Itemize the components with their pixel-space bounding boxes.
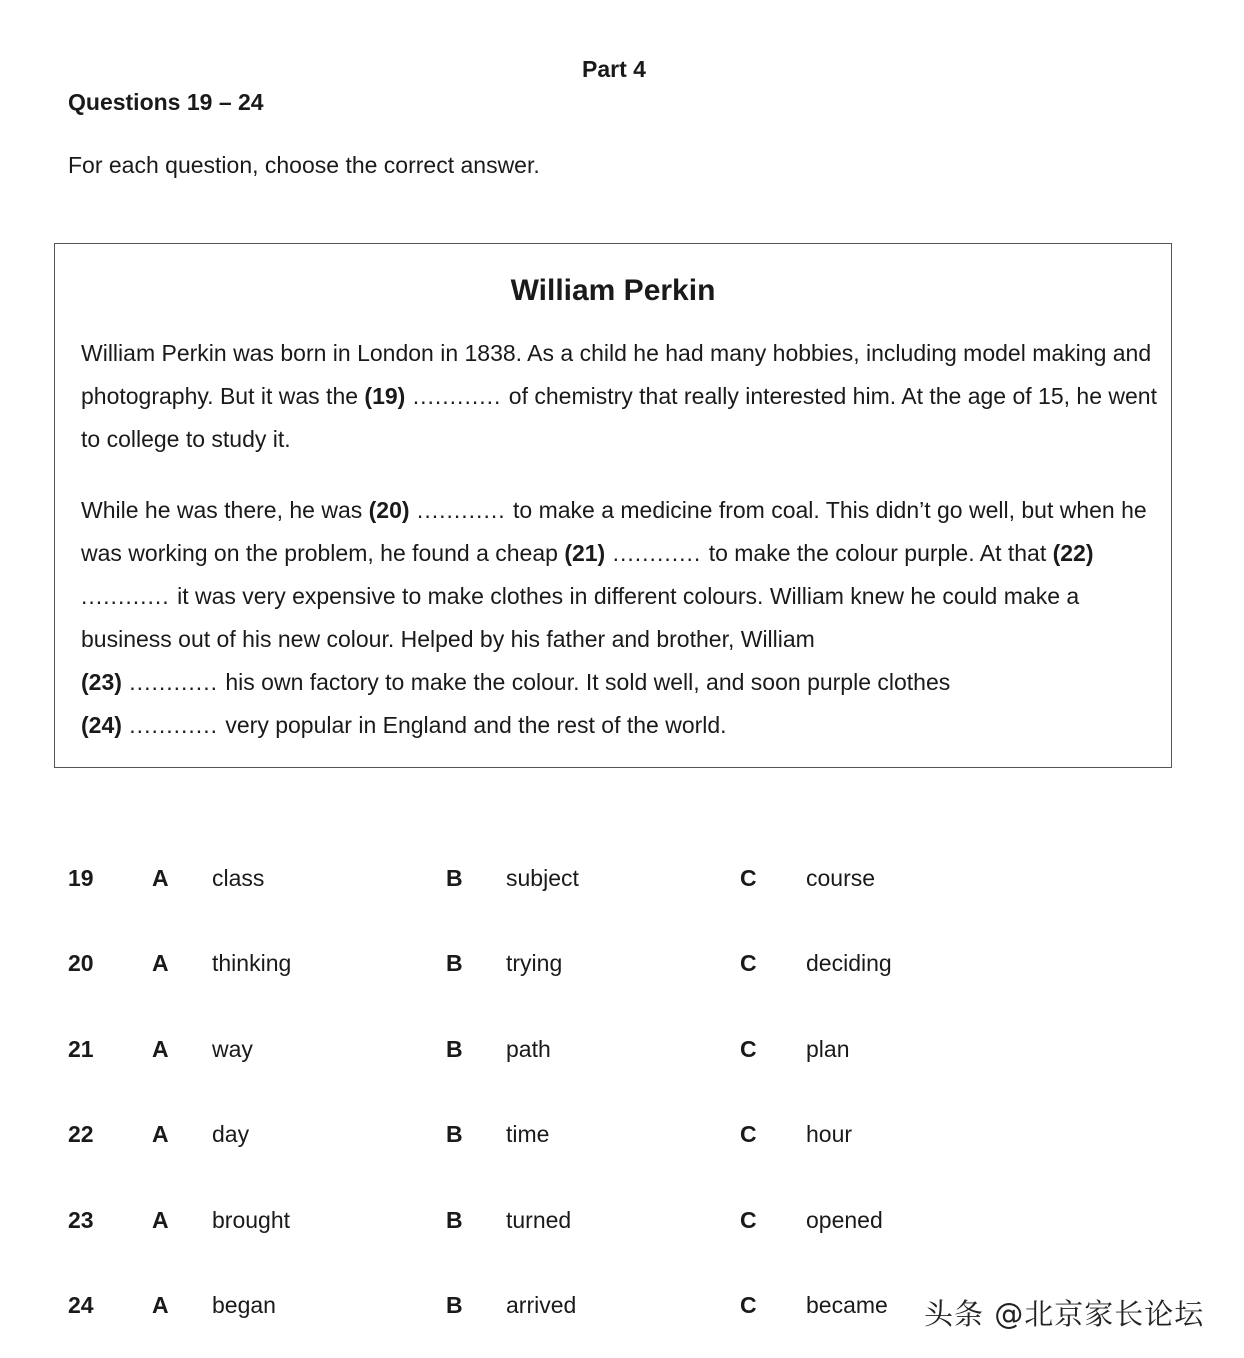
option-b[interactable]: path <box>506 1036 551 1062</box>
option-a[interactable]: began <box>212 1292 276 1318</box>
question-number: 19 <box>68 865 94 891</box>
option-row-22 <box>0 1121 1244 1161</box>
option-letter-b: B <box>446 865 463 891</box>
gap-blank-21: ............ <box>605 540 709 566</box>
option-letter-c: C <box>740 1036 757 1062</box>
option-c[interactable]: opened <box>806 1207 883 1233</box>
passage-paragraph-1 <box>81 332 1171 461</box>
question-number: 23 <box>68 1207 94 1233</box>
option-row-19 <box>0 865 1244 905</box>
option-b[interactable]: time <box>506 1121 550 1147</box>
question-number: 22 <box>68 1121 94 1147</box>
option-letter-a: A <box>152 950 169 976</box>
watermark: 头条 @北京家长论坛 <box>924 1297 1205 1331</box>
option-letter-c: C <box>740 950 757 976</box>
option-letter-a: A <box>152 1121 169 1147</box>
option-row-23 <box>0 1207 1244 1247</box>
questions-range: Questions 19 – 24 <box>68 89 264 115</box>
option-c[interactable]: became <box>806 1292 888 1318</box>
gap-number-19: (19) <box>364 383 406 409</box>
gap-number-20: (20) <box>368 497 410 523</box>
option-c[interactable]: hour <box>806 1121 853 1147</box>
gap-blank-20: ............ <box>409 497 514 523</box>
passage-paragraph-2 <box>81 489 1171 747</box>
option-letter-a: A <box>152 1292 169 1318</box>
option-letter-c: C <box>740 865 757 891</box>
gap-blank-24: ............ <box>121 712 226 738</box>
option-c[interactable]: deciding <box>806 950 892 976</box>
option-a[interactable]: brought <box>212 1207 291 1233</box>
question-number: 20 <box>68 950 94 976</box>
option-b[interactable]: trying <box>506 950 563 976</box>
gap-number-24: (24) <box>81 712 122 738</box>
option-letter-b: B <box>446 1036 463 1062</box>
option-a[interactable]: day <box>212 1121 250 1147</box>
passage-text: his own factory to make the colour. It sold well, and soon purple clothes <box>225 669 951 695</box>
question-number: 21 <box>68 1036 94 1062</box>
passage-text: very popular in England and the rest of the world. <box>225 712 727 738</box>
option-letter-a: A <box>152 1036 169 1062</box>
option-letter-c: C <box>740 1121 757 1147</box>
option-letter-c: C <box>740 1292 757 1318</box>
passage-box <box>54 243 1172 768</box>
gap-number-23: (23) <box>81 669 122 695</box>
part-title: Part 4 <box>582 56 646 82</box>
option-letter-b: B <box>446 1207 463 1233</box>
option-b[interactable]: arrived <box>506 1292 577 1318</box>
passage-text: William Perkin was born in London in 1838. As a child he had many hobbies, including model making and photography. But it was the <box>81 340 1152 409</box>
option-letter-a: A <box>152 865 169 891</box>
gap-blank-23: ............ <box>121 669 226 695</box>
option-letter-b: B <box>446 1292 463 1318</box>
passage-title: William Perkin <box>510 274 716 307</box>
instructions: For each question, choose the correct answer. <box>68 152 540 178</box>
option-c[interactable]: course <box>806 865 876 891</box>
option-a[interactable]: class <box>212 865 265 891</box>
option-b[interactable]: subject <box>506 865 579 891</box>
question-number: 24 <box>68 1292 94 1318</box>
option-letter-b: B <box>446 950 463 976</box>
option-b[interactable]: turned <box>506 1207 572 1233</box>
option-letter-a: A <box>152 1207 169 1233</box>
passage-text: it was very expensive to make clothes in different colours. William knew he could make a business out of his new colour. Helped by his father and brother, William <box>81 583 1080 652</box>
option-a[interactable]: way <box>212 1036 253 1062</box>
option-letter-b: B <box>446 1121 463 1147</box>
option-row-21 <box>0 1036 1244 1076</box>
option-a[interactable]: thinking <box>212 950 292 976</box>
option-letter-c: C <box>740 1207 757 1233</box>
option-row-20 <box>0 950 1244 990</box>
gap-blank-22: ............ <box>81 583 178 609</box>
passage-text: to make a medicine from coal. This didn’t go well, but when he was working on the problem, he found a cheap <box>81 497 1147 566</box>
gap-number-22: (22) <box>1052 540 1094 566</box>
passage-text: to make the colour purple. At that <box>708 540 1053 566</box>
gap-number-21: (21) <box>564 540 606 566</box>
passage-text: While he was there, he was <box>81 497 369 523</box>
passage-text: of chemistry that really interested him. At the age of 15, he went to college to study it. <box>81 383 1157 452</box>
gap-blank-19: ............ <box>405 383 509 409</box>
option-c[interactable]: plan <box>806 1036 850 1062</box>
